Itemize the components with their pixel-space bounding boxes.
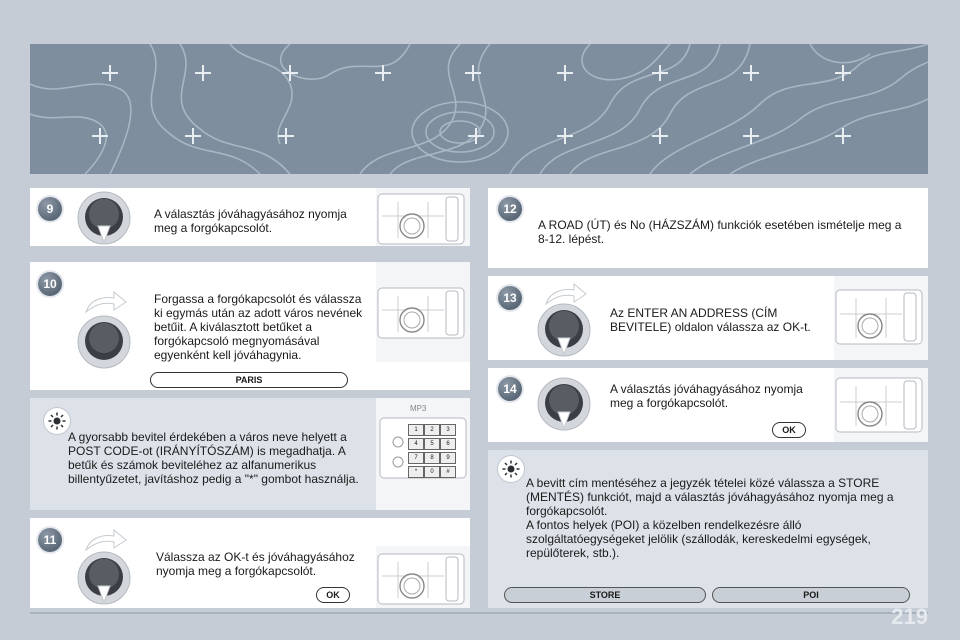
step-11-badge: 11 xyxy=(38,528,62,552)
tip-1-text: A gyorsabb bevitel érdekében a város neve helyett a POST CODE-ot (IRÁNYÍTÓSZÁM) is megadhatja. A betűk és számok beviteléhez az alfanumerikus billentyűzetet, javításhoz pedig a "*" gombot használja. xyxy=(68,430,359,486)
rotary-knob-press-icon xyxy=(536,302,592,358)
step-10-badge: 10 xyxy=(38,272,62,296)
step-12-badge: 12 xyxy=(498,197,522,221)
keypad-key[interactable]: # xyxy=(440,466,456,478)
rotary-knob-press-icon xyxy=(76,190,132,246)
keypad-grid xyxy=(408,424,454,478)
radio-panel-illustration xyxy=(376,546,470,608)
step-13-text: Az ENTER AN ADDRESS (CÍM BEVITELE) oldalon válassza az OK-t. xyxy=(610,306,811,334)
step-11-text: Válassza az OK-t és jóváhagyásához nyomja meg a forgókapcsolót. xyxy=(156,550,355,578)
keypad-key[interactable]: * xyxy=(408,466,424,478)
step-10-text: Forgassa a forgókapcsolót és válassza ki egymás után az adott város nevének betűit. A kiválasztott betűket a forgókapcsoló megnyomásával egyenként kell jóváhagynia. xyxy=(154,292,363,362)
step-12-text: A ROAD (ÚT) és No (HÁZSZÁM) funkciók esetében ismételje meg a 8-12. lépést. xyxy=(538,218,902,246)
lightbulb-tip-icon xyxy=(44,408,70,434)
step-9-badge: 9 xyxy=(38,197,62,221)
keypad-key[interactable]: 0 xyxy=(424,466,440,478)
keypad-key[interactable]: 1 xyxy=(408,424,424,436)
rotary-knob-press-icon xyxy=(76,550,132,606)
keypad-key[interactable]: 2 xyxy=(424,424,440,436)
keypad-key[interactable]: 4 xyxy=(408,438,424,450)
keypad-key[interactable]: 6 xyxy=(440,438,456,450)
keypad-key[interactable]: 7 xyxy=(408,452,424,464)
store-button[interactable]: STORE xyxy=(504,587,706,603)
step-13-badge: 13 xyxy=(498,286,522,310)
rotary-knob-press-icon xyxy=(536,376,592,432)
radio-panel-illustration xyxy=(834,368,928,442)
page-number: 219 xyxy=(891,604,928,629)
step-14-badge: 14 xyxy=(498,377,522,401)
topographic-map-illustration xyxy=(30,44,928,174)
keypad-key[interactable]: 8 xyxy=(424,452,440,464)
keypad-key[interactable]: 9 xyxy=(440,452,456,464)
keypad-label: MP3 xyxy=(410,404,427,413)
keypad-key[interactable]: 5 xyxy=(424,438,440,450)
keypad-panel-illustration xyxy=(376,398,470,510)
radio-panel-illustration xyxy=(376,262,470,362)
rotary-knob-icon xyxy=(76,314,132,370)
step-9-text: A választás jóváhagyásához nyomja meg a forgókapcsolót. xyxy=(154,207,347,235)
rotate-arrow-icon xyxy=(84,528,128,552)
ok-button[interactable]: OK xyxy=(772,422,806,438)
ok-button[interactable]: OK xyxy=(316,587,350,603)
tip-2-paragraph-1: A bevitt cím mentéséhez a jegyzék tételei közé válassza a STORE (MENTÉS) funkciót, majd a választás jóváhagyásához nyomja meg a forgókapcsolót. xyxy=(526,476,894,518)
rotate-arrow-icon xyxy=(84,290,128,314)
paris-button[interactable]: PARIS xyxy=(150,372,348,388)
tip-2-paragraph-2: A fontos helyek (POI) a közelben rendelkezésre álló szolgáltatóegységeket jelölik (szállodák, kereskedelmi egységek, repülőterek, stb.). xyxy=(526,518,871,560)
topographic-banner xyxy=(30,44,928,174)
tip-2-text xyxy=(526,476,916,560)
radio-panel-illustration xyxy=(376,188,470,246)
keypad-key[interactable]: 3 xyxy=(440,424,456,436)
poi-button[interactable]: POI xyxy=(712,587,910,603)
step-14-text: A választás jóváhagyásához nyomja meg a forgókapcsolót. xyxy=(610,382,803,410)
radio-panel-illustration xyxy=(834,276,928,360)
footer-strip xyxy=(30,612,928,614)
lightbulb-tip-icon xyxy=(498,456,524,482)
